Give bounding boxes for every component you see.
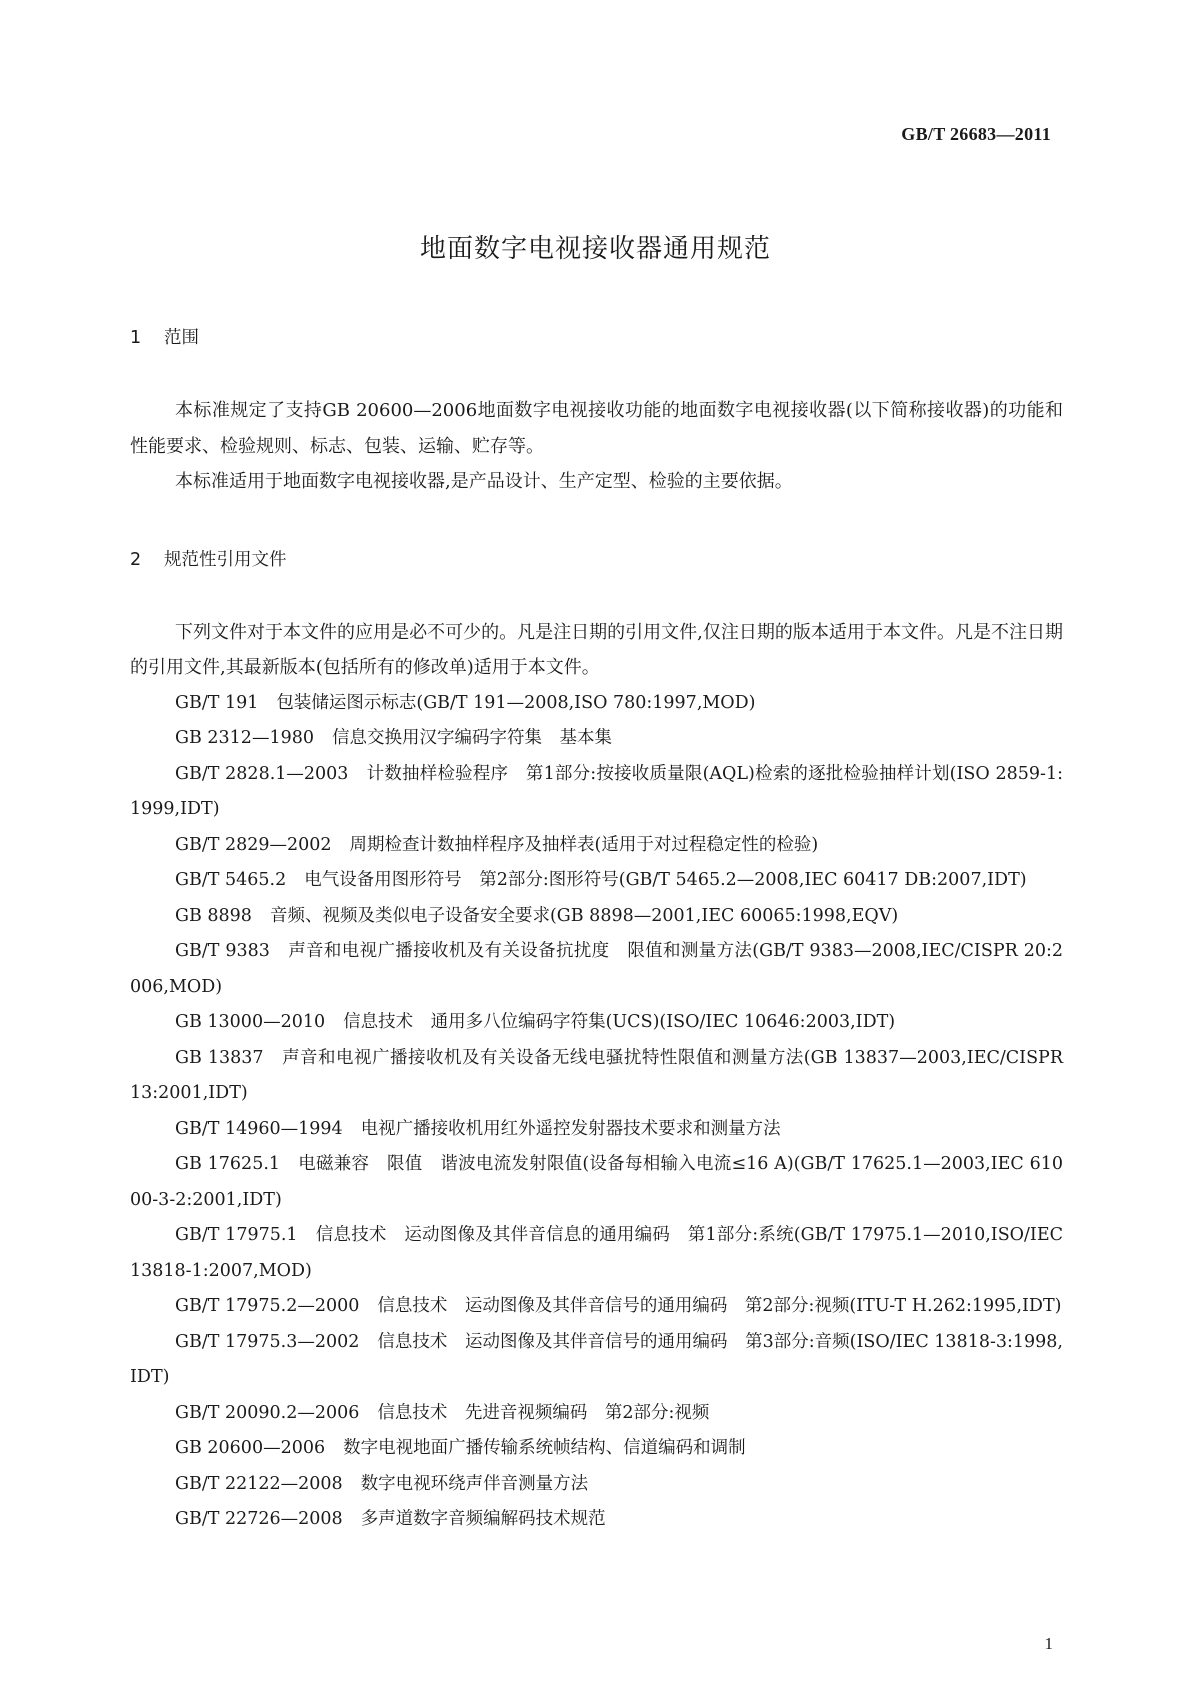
reference-title: 信息技术 运动图像及其伴音信息的通用编码 第1部分:系统(GB/T 17975.1—2010,ISO/IEC 13818-1:2007,MOD) xyxy=(130,1225,1064,1281)
reference-code: GB/T 14960—1994 xyxy=(175,1118,343,1139)
reference-title: 音频、视频及类似电子设备安全要求(GB 8898—2001,IEC 60065:1998,EQV) xyxy=(269,905,899,926)
reference-item xyxy=(130,1431,1063,1467)
section-title: 规范性引用文件 xyxy=(164,549,287,570)
reference-code: GB/T 22122—2008 xyxy=(175,1473,343,1494)
reference-title: 数字电视地面广播传输系统帧结构、信道编码和调制 xyxy=(343,1438,746,1458)
section-1-heading xyxy=(130,322,1063,354)
reference-title: 周期检查计数抽样程序及抽样表(适用于对过程稳定性的检验) xyxy=(349,834,819,855)
reference-title: 声音和电视广播接收机及有关设备无线电骚扰特性限值和测量方法(GB 13837—2003,IEC/CISPR 13:2001,IDT) xyxy=(130,1047,1064,1103)
reference-item xyxy=(130,899,1063,935)
reference-item xyxy=(130,721,1063,757)
reference-code: GB 13000—2010 xyxy=(175,1012,326,1032)
page-number: 1 xyxy=(1044,1634,1053,1653)
section-2-heading xyxy=(130,544,1063,576)
reference-code: GB/T 20090.2—2006 xyxy=(175,1402,360,1423)
section-number: 1 xyxy=(130,328,142,348)
reference-title: 信息技术 通用多八位编码字符集(UCS)(ISO/IEC 10646:2003,IDT) xyxy=(343,1012,896,1032)
reference-title: 数字电视环绕声伴音测量方法 xyxy=(360,1473,589,1494)
reference-item xyxy=(130,1005,1063,1041)
reference-item xyxy=(130,1218,1063,1289)
reference-title: 多声道数字音频编解码技术规范 xyxy=(360,1509,606,1529)
reference-code: GB 13837 xyxy=(175,1047,264,1068)
reference-item xyxy=(130,1147,1063,1218)
reference-item xyxy=(130,1396,1063,1432)
reference-item xyxy=(130,686,1063,722)
reference-item xyxy=(130,757,1063,828)
reference-item xyxy=(130,934,1063,1005)
reference-code: GB/T 2828.1—2003 xyxy=(175,763,349,784)
reference-item xyxy=(130,828,1063,864)
reference-code: GB 2312—1980 xyxy=(175,728,314,748)
reference-item xyxy=(130,1467,1063,1503)
standard-code: GB/T 26683—2011 xyxy=(901,124,1051,144)
section-number: 2 xyxy=(130,549,142,570)
document-title: 地面数字电视接收器通用规范 xyxy=(419,234,771,264)
reference-item xyxy=(130,1502,1063,1538)
reference-code: GB/T 22726—2008 xyxy=(175,1509,343,1529)
reference-item xyxy=(130,1325,1063,1396)
reference-title: 信息技术 运动图像及其伴音信号的通用编码 第3部分:音频(ISO/IEC 13818-3:1998,IDT) xyxy=(130,1331,1063,1387)
scope-paragraph-1: 本标准规定了支持GB 20600—2006地面数字电视接收功能的地面数字电视接收器(以下简称接收器)的功能和性能要求、检验规则、标志、包装、运输、贮存等。 xyxy=(130,400,1063,457)
reference-title: 信息交换用汉字编码字符集 基本集 xyxy=(331,728,612,748)
reference-code: GB 17625.1 xyxy=(175,1154,281,1174)
reference-title: 计数抽样检验程序 第1部分:按接收质量限(AQL)检索的逐批检验抽样计划(ISO 2859-1:1999,IDT) xyxy=(130,763,1063,819)
reference-title: 包装储运图示标志(GB/T 191—2008,ISO 780:1997,MOD) xyxy=(276,692,756,713)
scope-paragraph-2: 本标准适用于地面数字电视接收器,是产品设计、生产定型、检验的主要依据。 xyxy=(175,471,793,492)
reference-code: GB 8898 xyxy=(175,905,252,926)
reference-title: 声音和电视广播接收机及有关设备抗扰度 限值和测量方法(GB/T 9383—2008,IEC/CISPR 20:2006,MOD) xyxy=(130,941,1063,997)
reference-item xyxy=(130,1112,1063,1148)
reference-code: GB/T 17975.3—2002 xyxy=(175,1331,360,1352)
reference-item xyxy=(130,1041,1063,1112)
reference-title: 电视广播接收机用红外遥控发射器技术要求和测量方法 xyxy=(360,1118,781,1139)
reference-code: GB/T 2829—2002 xyxy=(175,834,332,855)
reference-item xyxy=(130,863,1063,899)
reference-code: GB/T 17975.2—2000 xyxy=(175,1296,360,1316)
reference-list xyxy=(130,686,1063,1538)
reference-code: GB/T 9383 xyxy=(175,941,270,961)
reference-code: GB 20600—2006 xyxy=(175,1438,326,1458)
section-title: 范围 xyxy=(164,328,199,348)
reference-code: GB/T 191 xyxy=(175,692,259,713)
reference-code: GB/T 17975.1 xyxy=(175,1225,298,1245)
reference-item xyxy=(130,1289,1063,1325)
reference-title: 信息技术 运动图像及其伴音信号的通用编码 第2部分:视频(ITU-T H.262:1995,IDT) xyxy=(377,1296,1062,1316)
references-intro: 下列文件对于本文件的应用是必不可少的。凡是注日期的引用文件,仅注日期的版本适用于本文件。凡是不注日期的引用文件,其最新版本(包括所有的修改单)适用于本文件。 xyxy=(130,621,1063,678)
reference-title: 电磁兼容 限值 谐波电流发射限值(设备每相输入电流≤16 A)(GB/T 17625.1—2003,IEC 61000-3-2:2001,IDT) xyxy=(130,1154,1063,1210)
document-body xyxy=(130,322,1063,1538)
reference-title: 电气设备用图形符号 第2部分:图形符号(GB/T 5465.2—2008,IEC 60417 DB:2007,IDT) xyxy=(304,870,1027,890)
reference-title: 信息技术 先进音视频编码 第2部分:视频 xyxy=(377,1402,710,1423)
reference-code: GB/T 5465.2 xyxy=(175,870,287,890)
